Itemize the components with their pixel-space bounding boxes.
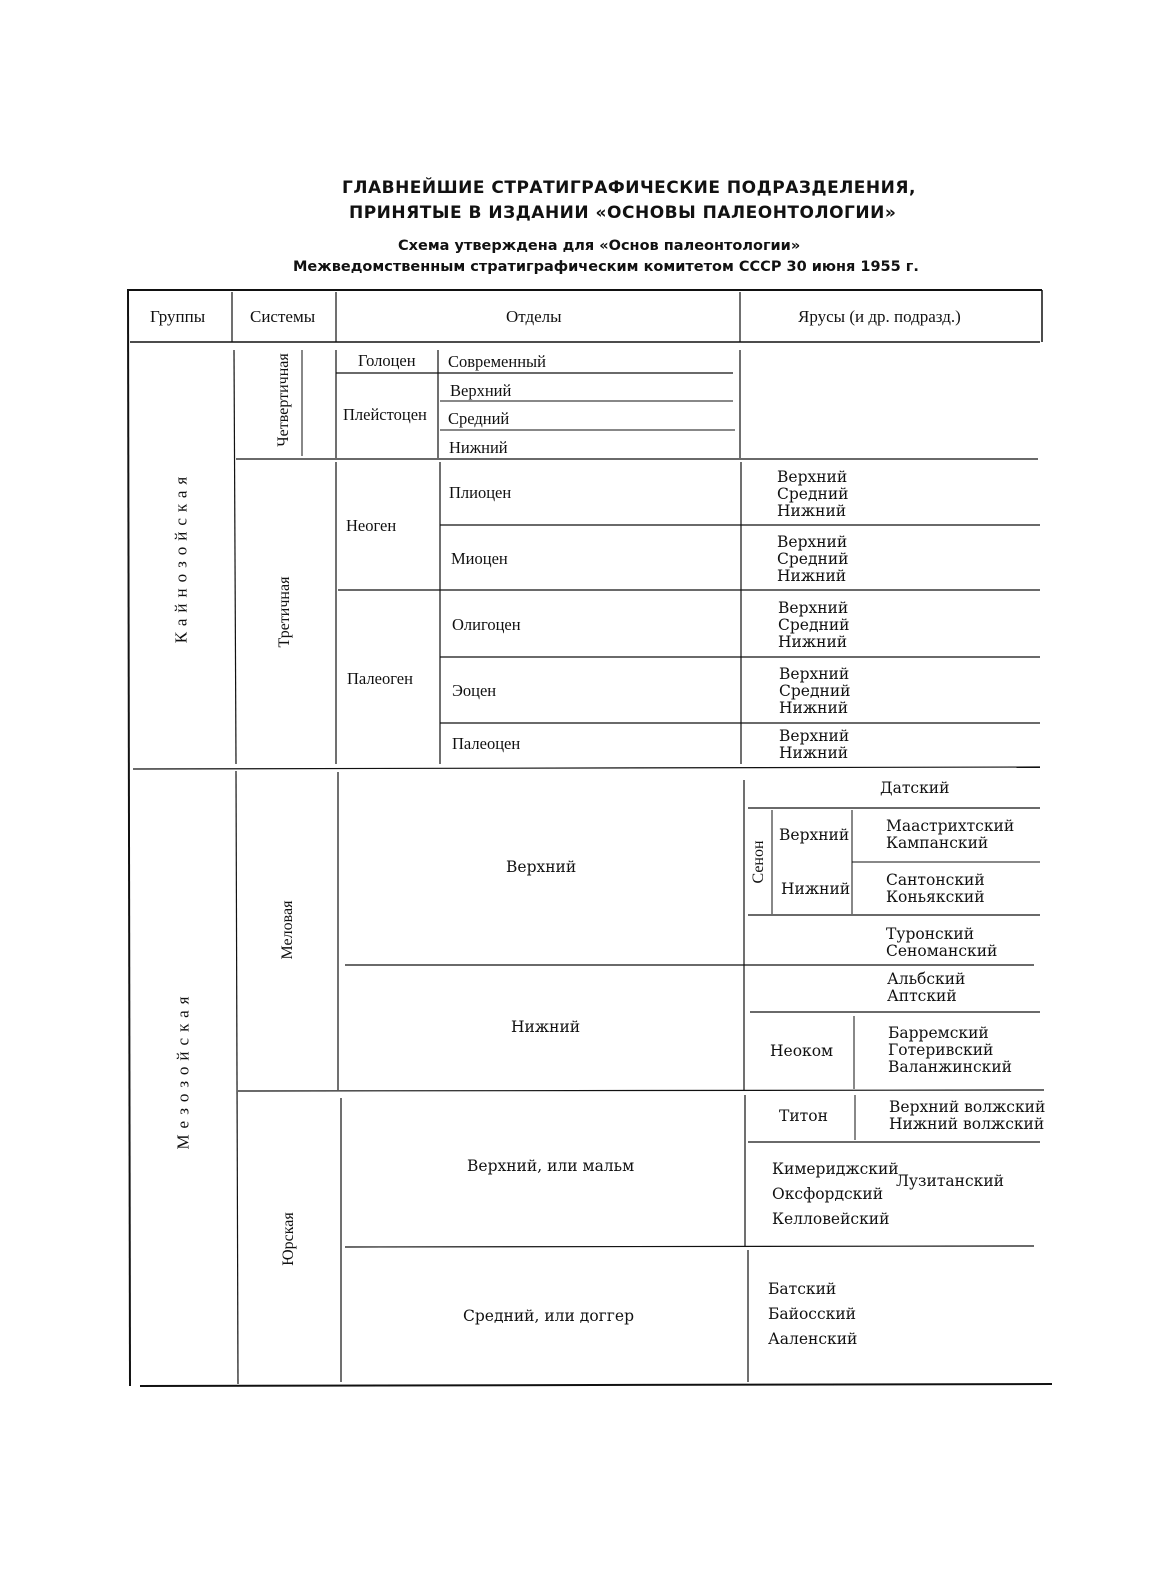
tithonian-label: Титон [779, 1107, 828, 1125]
tertiary-eocene: Эоцен [452, 681, 497, 700]
quaternary-pleistocene-upper: Верхний [450, 381, 512, 400]
header-stages: Ярусы (и др. подразд.) [798, 307, 961, 326]
stage-bathonian: Батский [768, 1280, 837, 1298]
stage-middle: Средний [777, 485, 849, 503]
miocene-stages [777, 534, 849, 585]
system-cretaceous: Меловая [279, 900, 296, 960]
stage-cenomanian: Сеноманский [886, 942, 998, 960]
quaternary-holocene: Голоцен [358, 351, 416, 370]
header-systems: Системы [250, 307, 316, 326]
quaternary-pleistocene-middle: Средний [448, 409, 510, 428]
albian-aptian [887, 971, 965, 1005]
quaternary-holocene-modern: Современный [448, 352, 546, 371]
subtitle-line-2: Межведомственным стратиграфическим комитетом СССР 30 июня 1955 г. [293, 259, 919, 275]
stage-albian: Альбский [887, 970, 966, 988]
neocomian-stages [888, 1025, 1012, 1076]
stage-aalenian: Ааленский [768, 1330, 858, 1348]
senonian-upper-stages [886, 818, 1014, 852]
stage-lower: Нижний [778, 633, 848, 651]
quaternary-pleistocene-lower: Нижний [449, 438, 508, 457]
header-series: Отделы [506, 307, 562, 326]
stage-upper: Верхний [779, 727, 850, 745]
stage-upper: Верхний [777, 533, 848, 551]
oligocene-stages [778, 600, 850, 651]
stage-middle: Средний [778, 616, 850, 634]
stage-middle: Средний [777, 550, 849, 568]
senonian-lower-stages [886, 872, 985, 906]
jurassic-upper: Верхний, или мальм [467, 1157, 635, 1175]
tertiary-paleogene: Палеоген [347, 669, 413, 688]
tertiary-paleocene: Палеоцен [452, 734, 521, 753]
stage-upper: Верхний [777, 468, 848, 486]
tertiary-neogene: Неоген [346, 516, 397, 535]
system-tertiary: Третичная [276, 576, 293, 648]
eocene-stages [779, 666, 851, 717]
system-quaternary: Четвертичная [275, 353, 292, 447]
title-line-2: ПРИНЯТЫЕ В ИЗДАНИИ «ОСНОВЫ ПАЛЕОНТОЛОГИИ» [349, 203, 897, 223]
tertiary-pliocene: Плиоцен [449, 483, 512, 502]
cretaceous-lower: Нижний [511, 1018, 581, 1036]
stage-campanian: Кампанский [886, 834, 989, 852]
stage-lower: Нижний [779, 744, 849, 762]
stage-lusitanian: Лузитанский [896, 1172, 1005, 1190]
stage-lower-volgian: Нижний волжский [889, 1115, 1045, 1133]
cretaceous-upper: Верхний [506, 858, 577, 876]
stage-kimmeridgian: Кимериджский [772, 1160, 899, 1178]
stage-upper: Верхний [778, 599, 849, 617]
quaternary-pleistocene: Плейстоцен [343, 405, 427, 424]
stage-bajocian: Байосский [768, 1305, 857, 1323]
stage-coniacian: Коньякский [886, 888, 985, 906]
stage-lower: Нижний [777, 502, 847, 520]
stage-middle: Средний [779, 682, 851, 700]
group-cenozoic: Кайнозойская [171, 470, 191, 644]
stage-aptian: Аптский [887, 987, 957, 1005]
stage-danian: Датский [880, 779, 950, 797]
group-mesozoic: Мезозойская [173, 990, 193, 1150]
tertiary-miocene: Миоцен [451, 549, 508, 568]
tithonian-stages [889, 1099, 1045, 1133]
stage-upper-volgian: Верхний волжский [889, 1098, 1046, 1116]
senonian-label: Сенон [750, 840, 767, 884]
senonian-upper: Верхний [779, 826, 850, 844]
stage-lower: Нижний [777, 567, 847, 585]
stage-maastrichtian: Маастрихтский [886, 817, 1015, 835]
jurassic-middle: Средний, или доггер [463, 1307, 634, 1325]
turonian-cenomanian [886, 926, 997, 960]
stage-upper: Верхний [779, 665, 850, 683]
tertiary-oligocene: Олигоцен [452, 615, 521, 634]
pliocene-stages [777, 469, 849, 520]
stage-santonian: Сантонский [886, 871, 985, 889]
system-jurassic: Юрская [280, 1212, 297, 1266]
stage-turonian: Туронский [886, 925, 975, 943]
stage-lower: Нижний [779, 699, 849, 717]
subtitle-line-1: Схема утверждена для «Основ палеонтологии» [398, 238, 801, 254]
stage-callovian: Келловейский [772, 1210, 890, 1228]
paleocene-stages [779, 728, 849, 762]
neocomian-label: Неоком [770, 1042, 834, 1060]
title-line-1: ГЛАВНЕЙШИЕ СТРАТИГРАФИЧЕСКИЕ ПОДРАЗДЕЛЕНИЯ, [342, 178, 916, 198]
senonian-lower: Нижний [781, 880, 851, 898]
header-groups: Группы [150, 307, 206, 326]
stage-valanginian: Валанжинский [888, 1058, 1012, 1076]
stage-hauterivian: Готеривский [888, 1041, 994, 1059]
stage-barremian: Барремский [888, 1024, 989, 1042]
stage-oxfordian: Оксфордский [772, 1185, 884, 1203]
